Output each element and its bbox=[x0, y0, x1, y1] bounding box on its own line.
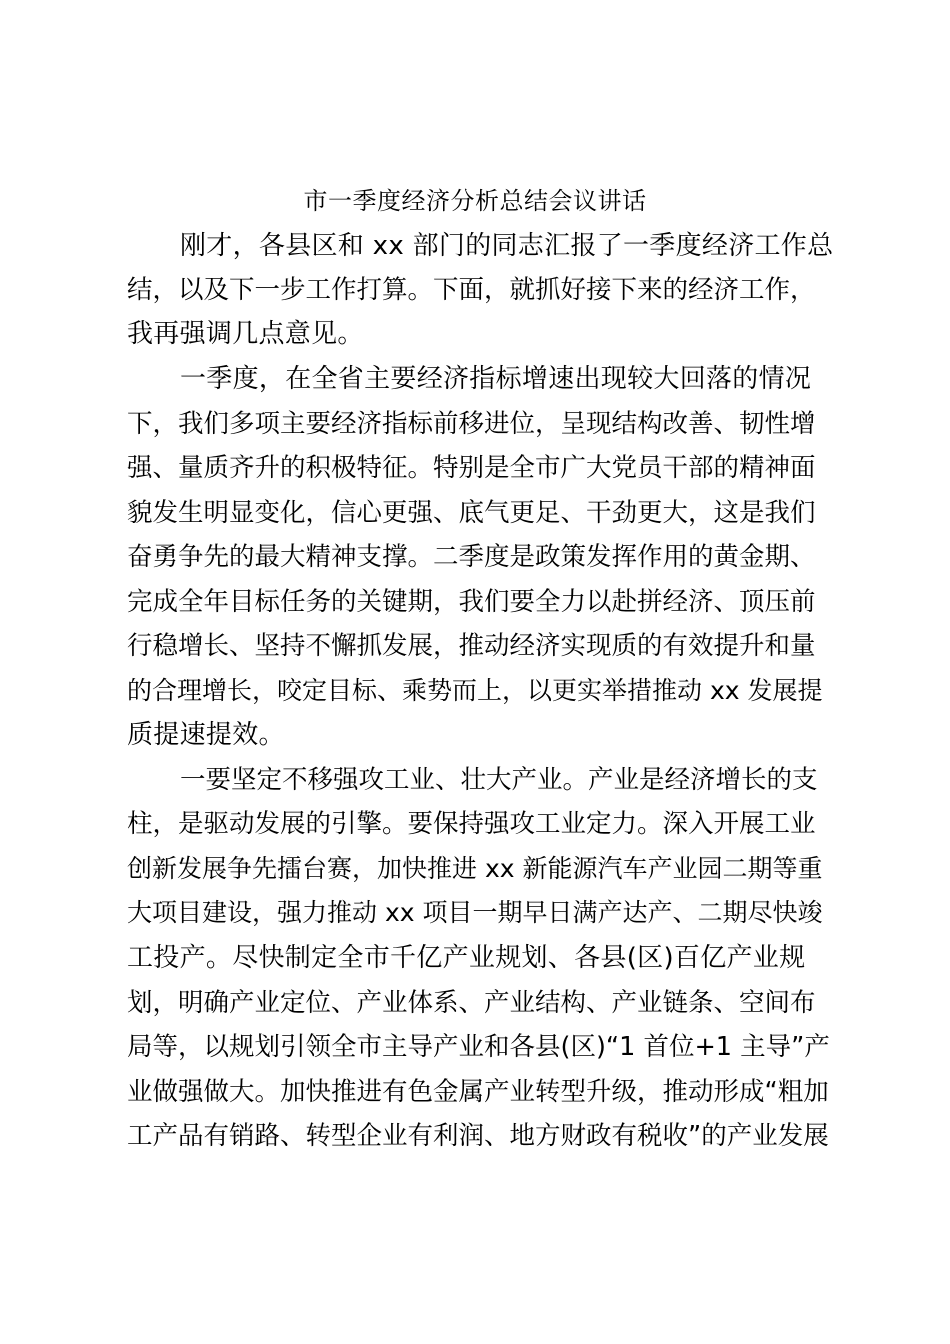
document-title: 市一季度经济分析总结会议讲话 bbox=[303, 187, 647, 215]
text-line: 下，我们多项主要经济指标前移进位，呈现结构改善、韧性增 bbox=[127, 409, 816, 439]
text-line: 划，明确产业定位、产业体系、产业结构、产业链条、空间布 bbox=[127, 988, 816, 1018]
text-line: 质提速提效。 bbox=[127, 720, 285, 750]
text-line: 创新发展争先擂台赛，加快推进 xx 新能源汽车产业园二期等重 bbox=[127, 854, 823, 883]
text-line: 工产品有销路、转型企业有利润、地方财政有税收”的产业发展 bbox=[127, 1121, 829, 1151]
text-line: 我再强调几点意见。 bbox=[127, 319, 364, 349]
text-line: 一要坚定不移强攻工业、壮大产业。产业是经济增长的支 bbox=[180, 765, 818, 795]
text-line: 业做强做大。加快推进有色金属产业转型升级，推动形成“粗加 bbox=[127, 1077, 829, 1107]
text-line: 刚才，各县区和 xx 部门的同志汇报了一季度经济工作总 bbox=[180, 231, 834, 261]
text-line: 强、量质齐升的积极特征。特别是全市广大党员干部的精神面 bbox=[127, 453, 816, 483]
text-line: 局等，以规划引领全市主导产业和各县(区)“1 首位+1 主导”产 bbox=[127, 1032, 830, 1062]
text-line: 大项目建设，强力推动 xx 项目一期早日满产达产、二期尽快竣 bbox=[127, 898, 823, 927]
text-line: 结，以及下一步工作打算。下面，就抓好接下来的经济工作， bbox=[127, 275, 816, 305]
text-line: 貌发生明显变化，信心更强、底气更足、干劲更大，这是我们 bbox=[127, 498, 816, 528]
text-line: 完成全年目标任务的关键期，我们要全力以赴拼经济、顶压前 bbox=[127, 587, 816, 617]
text-line: 行稳增长、坚持不懈抓发展，推动经济实现质的有效提升和量 bbox=[127, 631, 816, 661]
text-line: 柱，是驱动发展的引擎。要保持强攻工业定力。深入开展工业 bbox=[127, 809, 816, 839]
text-line: 工投产。尽快制定全市千亿产业规划、各县(区)百亿产业规 bbox=[127, 943, 806, 973]
text-line: 的合理增长，咬定目标、乘势而上，以更实举措推动 xx 发展提 bbox=[127, 676, 823, 705]
text-line: 奋勇争先的最大精神支撑。二季度是政策发挥作用的黄金期、 bbox=[127, 542, 816, 572]
text-line: 一季度，在全省主要经济指标增速出现较大回落的情况 bbox=[180, 364, 812, 394]
